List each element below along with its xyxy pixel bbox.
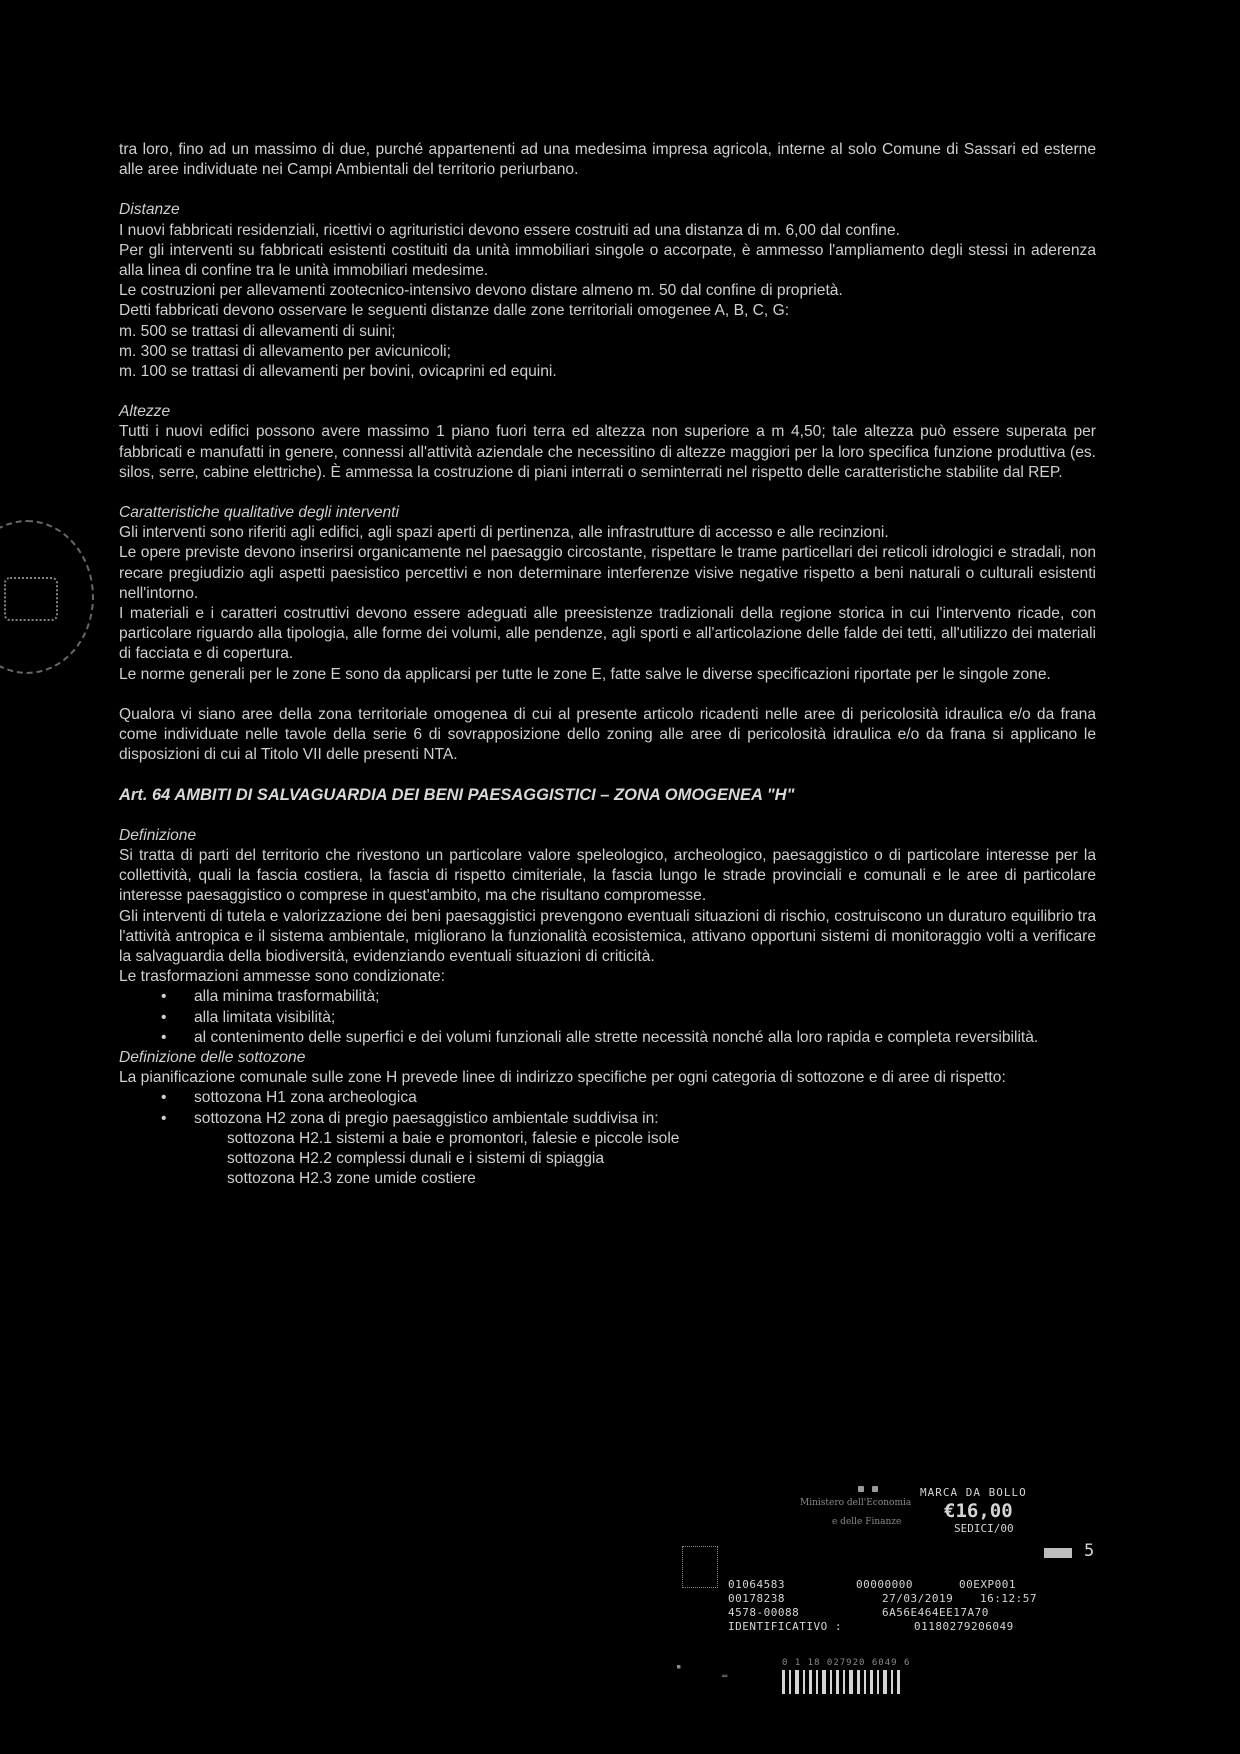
sub-list-item: sottozona H2.2 complessi dunali e i sistemi di spiaggia xyxy=(227,1149,605,1167)
pericolosita-paragraph: Qualora vi siano aree della zona territoriale omogenea di cui al presente articolo ricadenti nelle aree di pericolosità idraulica e/o da frana come individuate nelle tavole della serie 6 di sovrapposizione dello zoning alle aree di pericolosità idraulica e/o da frana si applicano le disposizioni di cui al Titolo VII delle presenti NTA. xyxy=(119,705,1096,764)
sub-list-item: sottozona H2.3 zone umide costiere xyxy=(227,1170,476,1188)
sottozone-list xyxy=(119,1088,1096,1128)
trasformazioni-list xyxy=(119,987,1096,1048)
stamp-cell: 01180279206049 xyxy=(914,1620,1014,1633)
distanze-line: m. 100 se trattasi di allevamenti per bovini, ovicaprini ed equini. xyxy=(119,363,557,381)
stamp-code: SEDICI/00 xyxy=(954,1522,1014,1535)
stamp-cell: 00178238 xyxy=(728,1592,785,1605)
altezze-paragraph: Tutti i nuovi edifici possono avere massimo 1 piano fuori terra ed altezza non superiore a m 4,50; tale altezza può essere superata per fabbricati e manufatti in genere, connessi all'attività aziendale che necessitino di altezze maggiori per la loro specifica funzione produttiva (es. silos, serre, cabine elettriche). È ammessa la costruzione di piani interrati o seminterrati nel rispetto delle caratteristiche stabilite dal REP. xyxy=(119,423,1096,481)
sub-list-item: sottozona H2.1 sistemi a baie e promontori, falesie e piccole isole xyxy=(227,1129,680,1147)
altezze-heading: Altezze xyxy=(119,403,171,421)
definizione-heading: Definizione xyxy=(119,826,197,844)
list-item: • al contenimento delle superfici e dei volumi funzionali alle strette necessità nonché alla loro rapida e completa reversibilità. xyxy=(161,1028,1096,1048)
page-marker: 5 xyxy=(1084,1541,1095,1561)
list-item: • sottozona H1 zona archeologica xyxy=(161,1088,1096,1108)
stamp-cell: 27/03/2019 xyxy=(882,1592,954,1605)
distanze-line: I nuovi fabbricati residenziali, ricettivi o agrituristici devono essere costruiti ad una distanza di m. 6,00 dal confine. xyxy=(119,221,900,239)
stamp-side-mark: ▪ xyxy=(676,1662,682,1672)
stamp-cell: IDENTIFICATIVO : xyxy=(728,1620,842,1633)
stamp-barcode-number: 0 1 18 027920 6049 6 xyxy=(782,1658,911,1668)
stamp-emblem-icon xyxy=(4,577,58,621)
stamp-ministry-line2: e delle Finanze xyxy=(832,1517,902,1527)
caratteristiche-heading: Caratteristiche qualitative degli interventi xyxy=(119,504,399,522)
list-item: • alla minima trasformabilità; xyxy=(161,987,1096,1007)
distanze-line: Le costruzioni per allevamenti zootecnico-intensivo devono distare almeno m. 50 dal confine di proprietà. xyxy=(119,282,843,300)
stamp-side-mark: ═ xyxy=(722,1672,728,1682)
list-item: • alla limitata visibilità; xyxy=(161,1008,1096,1028)
stamp-dot-icon xyxy=(872,1486,878,1492)
caratteristiche-paragraph: Le opere previste devono inserirsi organicamente nel paesaggio circostante, rispettare le trame particellari dei reticoli idrologici e stradali, non recare pregiudizio agli aspetti paesistico percettivi e non determinare interferenze visive negative rispetto a beni naturali o culturali esistenti nell'intorno. xyxy=(119,544,1096,602)
article-title: Art. 64 AMBITI DI SALVAGUARDIA DEI BENI PAESAGGISTICI – ZONA OMOGENEA "H" xyxy=(119,786,795,805)
municipal-stamp xyxy=(0,520,94,674)
caratteristiche-paragraph: Gli interventi sono riferiti agli edifici, agli spazi aperti di pertinenza, alle infrastrutture di accesso e alle recinzioni. xyxy=(119,524,889,542)
distanze-line: Detti fabbricati devono osservare le seguenti distanze dalle zone territoriali omogenee A, B, C, G: xyxy=(119,302,790,320)
stamp-cell: 00EXP001 xyxy=(959,1578,1016,1591)
caratteristiche-paragraph: I materiali e i caratteri costruttivi devono essere adeguati alle preesistenze tradizionali della regione storica in cui l'intervento ricade, con particolare riguardo alla tipologia, alle forme dei volumi, alle pendenze, agli sporti e all'articolazione delle falde dei tetti, all'utilizzo dei materiali di facciata e di copertura. xyxy=(119,605,1096,663)
caratteristiche-paragraph: Le norme generali per le zone E sono da applicarsi per tutte le zone E, fatte salve le diverse specificazioni riportate per le singole zone. xyxy=(119,665,1051,683)
list-item: • sottozona H2 zona di pregio paesaggistico ambientale suddivisa in: xyxy=(161,1109,1096,1129)
document-body xyxy=(119,140,1096,1189)
stamp-amount: €16,00 xyxy=(944,1500,1013,1522)
definizione-paragraph: Le trasformazioni ammesse sono condizionate: xyxy=(119,968,445,986)
stamp-title: MARCA DA BOLLO xyxy=(920,1486,1027,1499)
distanze-heading: Distanze xyxy=(119,201,180,219)
stamp-cell: 01064583 xyxy=(728,1578,785,1591)
distanze-line: m. 500 se trattasi di allevamenti di suini; xyxy=(119,322,396,340)
revenue-stamp xyxy=(676,1486,1095,1696)
stamp-cell: 4578-00088 xyxy=(728,1606,800,1619)
definizione-paragraph: Si tratta di parti del territorio che rivestono un particolare valore speleologico, archeologico, paesaggistico o di particolare interesse per la collettività, quali la fascia costiera, la fascia di rispetto cimiteriale, la fascia lungo le strade provinciali e comunali e le aree di particolare interesse paesaggistico o comprese in quest'ambito, ma che risultano compromesse. xyxy=(119,846,1096,905)
barcode-icon xyxy=(782,1670,900,1694)
sottozone-heading: Definizione delle sottozone xyxy=(119,1048,306,1066)
definizione-paragraph: Gli interventi di tutela e valorizzazione dei beni paesaggistici prevengono eventuali situazioni di rischio, costruiscono un duraturo equilibrio tra l'attività antropica e il sistema ambientale, migliorano la funzionalità ecosistemica, attivano opportuni sistemi di monitoraggio volti a verificare la salvaguardia della biodiversità, evidenziando eventuali situazioni di criticità. xyxy=(119,907,1096,965)
stamp-emblem-icon xyxy=(682,1546,718,1588)
sottozone-intro: La pianificazione comunale sulle zone H prevede linee di indirizzo specifiche per ogni categoria di sottozone e di aree di rispetto: xyxy=(119,1069,1006,1087)
stamp-cell: 16:12:57 xyxy=(980,1592,1037,1605)
stamp-cell: 6A56E464EE17A70 xyxy=(882,1606,989,1619)
distanze-line: Per gli interventi su fabbricati esistenti costituiti da unità immobiliari singole o accorpate, è ammesso l'ampliamento degli stessi in aderenza alla linea di confine tra le unità immobiliari medesime. xyxy=(119,241,1096,280)
distanze-line: m. 300 se trattasi di allevamento per avicunicoli; xyxy=(119,342,451,360)
stamp-tag xyxy=(1044,1548,1072,1558)
stamp-cell: 00000000 xyxy=(856,1578,913,1591)
stamp-ministry: Ministero dell'Economia xyxy=(800,1498,912,1508)
intro-paragraph: tra loro, fino ad un massimo di due, purché appartenenti ad una medesima impresa agricola, interne al solo Comune di Sassari ed esterne alle aree individuate nei Campi Ambientali del territorio periurbano. xyxy=(119,141,1096,179)
stamp-dot-icon xyxy=(858,1486,864,1492)
